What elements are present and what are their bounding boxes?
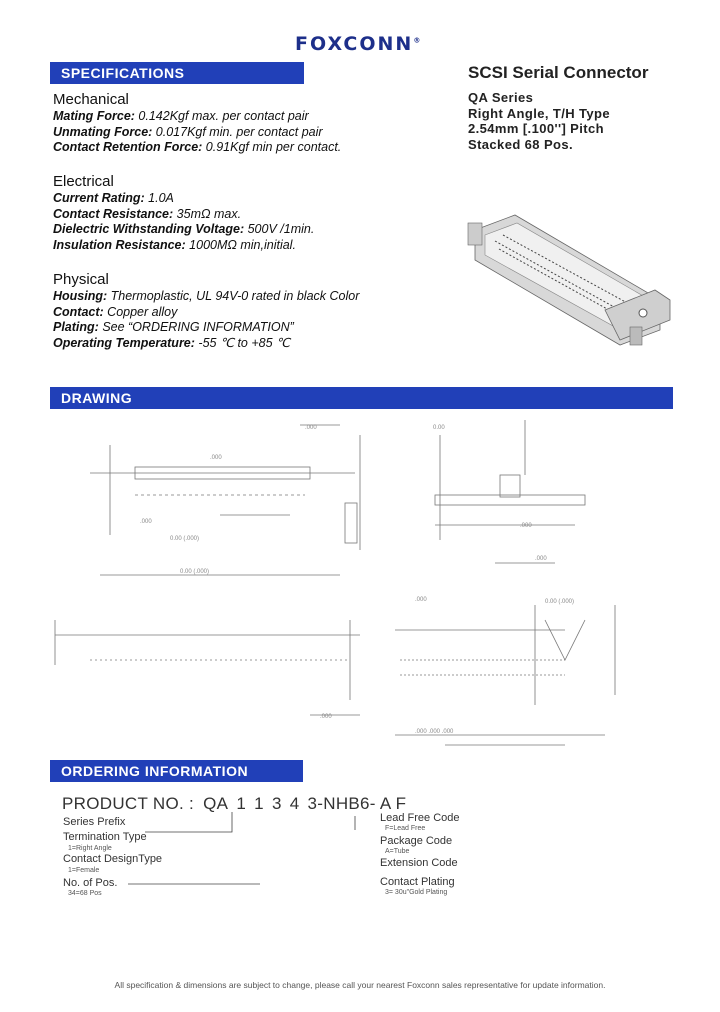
product-code-part: 1: [254, 794, 264, 813]
termination-type-label: Termination Type: [63, 831, 147, 843]
spec-value: See “ORDERING INFORMATION”: [98, 320, 294, 334]
spec-row: [53, 140, 341, 156]
connector-illustration: [455, 205, 675, 365]
spec-label: Mating Force:: [53, 109, 135, 123]
number-of-positions-label: No. of Pos.: [63, 877, 118, 889]
spec-label: Current Rating:: [53, 191, 145, 205]
contact-plating-option: 3= 30u"Gold Plating: [385, 889, 448, 896]
spec-row: [53, 125, 341, 141]
spec-label: Contact:: [53, 304, 104, 319]
product-title: SCSI Serial Connector: [468, 63, 649, 82]
mechanical-heading: Mechanical: [53, 91, 129, 108]
spec-row: [53, 238, 314, 254]
spec-value: -55 ℃ to +85 ℃: [194, 335, 291, 350]
spec-row: [53, 289, 359, 305]
spec-label: Contact Retention Force:: [53, 140, 203, 154]
product-code-part: A: [379, 794, 391, 813]
spec-label: Insulation Resistance:: [53, 237, 186, 252]
drawing-bar: [50, 387, 673, 409]
registered-mark: ®: [413, 36, 421, 45]
spec-label: Operating Temperature:: [53, 335, 195, 350]
svg-text:0.00 (.000): 0.00 (.000): [170, 536, 200, 542]
spec-row: [53, 207, 314, 223]
product-code-part: 1: [236, 794, 247, 813]
spec-label: Dielectric Withstanding Voltage:: [53, 222, 245, 236]
spec-row: [53, 109, 341, 125]
spec-row: [53, 336, 359, 352]
ordering-bar: [50, 760, 303, 782]
svg-text:.000: .000: [140, 519, 152, 525]
spec-row: [53, 222, 314, 238]
extension-code-label: Extension Code: [380, 857, 458, 869]
physical-list: [53, 289, 359, 351]
series-line: QA Series: [468, 90, 534, 105]
product-code-part: NHB6-: [323, 794, 376, 813]
spec-value: Copper alloy: [103, 304, 178, 319]
product-series-block: [468, 90, 610, 152]
product-code-part: F: [395, 794, 407, 813]
series-line: 2.54mm [.100''] Pitch: [468, 121, 604, 136]
svg-text:0.00 (.000): 0.00 (.000): [180, 569, 210, 575]
spec-value: 35mΩ max.: [173, 206, 242, 221]
spec-value: 0.91Kgf min per contact.: [202, 140, 342, 154]
number-of-positions-option: 34=68 Pos: [68, 890, 102, 897]
svg-text:.000: .000: [520, 523, 532, 529]
ordering-bar-label: ORDERING INFORMATION: [61, 763, 249, 779]
svg-text:.000: .000: [210, 455, 222, 461]
spec-label: Unmating Force:: [53, 124, 153, 139]
product-code-part: 3: [271, 794, 282, 813]
spec-row: [53, 191, 314, 207]
spec-value: 500V /1min.: [244, 222, 315, 236]
svg-text:0.00 (.000): 0.00 (.000): [545, 599, 575, 605]
svg-text:.000: .000: [320, 714, 332, 720]
mechanical-list: [53, 109, 341, 156]
product-code-part: 4: [289, 794, 300, 813]
logo-text: FOXCONN: [295, 33, 414, 55]
foxconn-logo: [295, 33, 420, 55]
spec-value: 1000MΩ min,initial.: [185, 237, 296, 252]
spec-row: [53, 320, 359, 336]
drawing-bar-label: DRAWING: [61, 390, 133, 406]
spec-value: Thermoplastic, UL 94V-0 rated in black Color: [107, 289, 360, 303]
svg-text:.000: .000: [305, 425, 317, 431]
drawing-pcb-layout: [385, 585, 665, 755]
spec-value: 0.017Kgf min. per contact pair: [152, 124, 323, 139]
package-code-option: A=Tube: [385, 848, 410, 855]
product-number-label: PRODUCT NO. :: [62, 794, 195, 813]
product-code-part: 3-: [307, 794, 324, 813]
spec-row: [53, 305, 359, 321]
contact-design-type-label: Contact DesignType: [63, 853, 163, 865]
spec-value: 1.0A: [144, 191, 174, 205]
spec-label: Plating:: [53, 320, 99, 334]
svg-text:.000: .000: [415, 597, 427, 603]
spec-label: Housing:: [53, 289, 108, 303]
drawing-top-view: [50, 415, 380, 590]
lead-free-code-label: Lead Free Code: [380, 812, 460, 824]
spec-label: Contact Resistance:: [53, 206, 174, 221]
physical-heading: Physical: [53, 271, 109, 288]
footer-disclaimer: All specification & dimensions are subject to change, please call your nearest Foxconn sales representative for update information.: [114, 980, 606, 990]
termination-type-option: 1=Right Angle: [68, 845, 112, 852]
lead-free-code-option: F=Lead Free: [385, 825, 426, 832]
package-code-label: Package Code: [380, 835, 453, 847]
series-line: Stacked 68 Pos.: [468, 136, 573, 152]
drawing-front-view: [50, 590, 370, 725]
spec-value: 0.142Kgf max. per contact pair: [134, 109, 309, 123]
contact-plating-label: Contact Plating: [380, 876, 455, 888]
contact-design-type-option: 1=Female: [68, 867, 100, 874]
svg-text:0.00: 0.00: [433, 425, 445, 431]
svg-text:.000 .000 .000: .000 .000 .000: [415, 729, 454, 735]
specifications-bar: [50, 62, 304, 84]
electrical-heading: Electrical: [53, 173, 114, 190]
product-number: [62, 794, 406, 814]
drawing-side-view: [425, 415, 595, 575]
specifications-bar-label: SPECIFICATIONS: [61, 65, 185, 81]
svg-text:.000: .000: [535, 556, 547, 562]
product-code-part: QA: [203, 794, 228, 813]
electrical-list: [53, 191, 314, 253]
series-prefix-label: Series Prefix: [63, 816, 126, 828]
series-line: Right Angle, T/H Type: [468, 105, 611, 121]
